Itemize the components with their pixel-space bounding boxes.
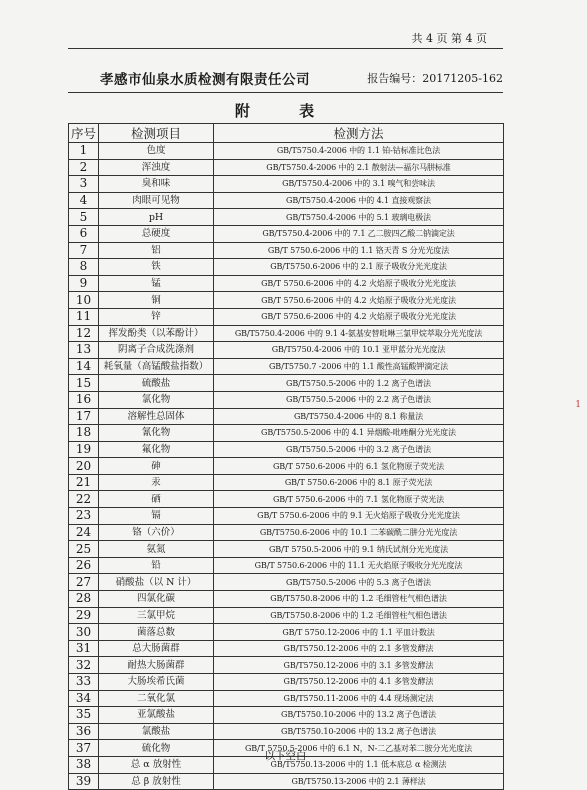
column-header-method: 检测方法 xyxy=(214,124,504,143)
test-method: GB/T5750.5-2006 中的 5.3 离子色谱法 xyxy=(214,574,504,591)
test-item: 二氧化氯 xyxy=(99,690,214,707)
row-number: 3 xyxy=(69,176,99,193)
test-method: GB/T5750.10-2006 中的 13.2 离子色谱法 xyxy=(214,707,504,724)
row-number: 23 xyxy=(69,508,99,525)
row-number: 34 xyxy=(69,690,99,707)
row-number: 4 xyxy=(69,192,99,209)
test-item: 锰 xyxy=(99,275,214,292)
test-method: GB/T5750.5-2006 中的 4.1 异烟酸-吡唑酮分光光度法 xyxy=(214,425,504,442)
test-item: 浑浊度 xyxy=(99,159,214,176)
table-row xyxy=(69,325,504,342)
table-row xyxy=(69,441,504,458)
row-number: 12 xyxy=(69,325,99,342)
table-row xyxy=(69,640,504,657)
test-item: 阴离子合成洗涤剂 xyxy=(99,342,214,359)
report-header xyxy=(68,68,503,88)
table-row xyxy=(69,474,504,491)
test-method: GB/T5750.5-2006 中的 3.2 离子色谱法 xyxy=(214,441,504,458)
end-note: 以下空白 xyxy=(264,750,307,762)
row-number: 9 xyxy=(69,275,99,292)
row-number: 8 xyxy=(69,259,99,276)
table-row xyxy=(69,491,504,508)
test-method: GB/T 5750.12-2006 中的 1.1 平皿计数法 xyxy=(214,624,504,641)
row-number: 17 xyxy=(69,408,99,425)
test-item: 铬（六价） xyxy=(99,524,214,541)
column-header-item: 检测项目 xyxy=(99,124,214,143)
table-row xyxy=(69,225,504,242)
test-item: 锌 xyxy=(99,308,214,325)
table-body xyxy=(69,143,504,790)
test-item: 汞 xyxy=(99,474,214,491)
test-method: GB/T 5750.6-2006 中的 4.2 火焰原子吸收分光光度法 xyxy=(214,308,504,325)
test-method: GB/T5750.5-2006 中的 2.2 离子色谱法 xyxy=(214,391,504,408)
table-row xyxy=(69,358,504,375)
test-item: 硫化物 xyxy=(99,740,214,757)
row-number: 13 xyxy=(69,342,99,359)
row-number: 30 xyxy=(69,624,99,641)
test-method: GB/T5750.4-2006 中的 4.1 直接观察法 xyxy=(214,192,504,209)
row-number: 35 xyxy=(69,707,99,724)
test-method: GB/T 5750.5-2006 中的 9.1 纳氏试剂分光光度法 xyxy=(214,541,504,558)
row-number: 29 xyxy=(69,607,99,624)
row-number: 19 xyxy=(69,441,99,458)
test-item: 总硬度 xyxy=(99,225,214,242)
table-row xyxy=(69,375,504,392)
test-method: GB/T 5750.6-2006 中的 4.2 火焰原子吸收分光光度法 xyxy=(214,292,504,309)
row-number: 21 xyxy=(69,474,99,491)
test-item: 铝 xyxy=(99,242,214,259)
row-number: 28 xyxy=(69,591,99,608)
test-item: 溶解性总固体 xyxy=(99,408,214,425)
table-row xyxy=(69,292,504,309)
table-row xyxy=(69,508,504,525)
test-item: 总 β 放射性 xyxy=(99,773,214,790)
test-item: 氰化物 xyxy=(99,425,214,442)
row-number: 22 xyxy=(69,491,99,508)
test-method: GB/T 5750.5-2006 中的 6.1 N，N-二乙基对苯二胺分光光度法 xyxy=(214,740,504,757)
table-header-row xyxy=(69,124,504,143)
table-row xyxy=(69,391,504,408)
table-row xyxy=(69,425,504,442)
test-item: 氯酸盐 xyxy=(99,723,214,740)
page-number: 共 4 页 第 4 页 xyxy=(411,32,487,45)
table-row xyxy=(69,458,504,475)
table-row xyxy=(69,557,504,574)
appendix-title: 附 表 xyxy=(234,102,337,120)
test-item: 耐热大肠菌群 xyxy=(99,657,214,674)
table-row xyxy=(69,192,504,209)
row-number: 16 xyxy=(69,391,99,408)
test-item: 铅 xyxy=(99,557,214,574)
row-number: 25 xyxy=(69,541,99,558)
table-row xyxy=(69,690,504,707)
table-row xyxy=(69,275,504,292)
test-method: GB/T5750.4-2006 中的 7.1 乙二胺四乙酸二钠滴定法 xyxy=(214,225,504,242)
row-number: 36 xyxy=(69,723,99,740)
table-row xyxy=(69,591,504,608)
row-number: 27 xyxy=(69,574,99,591)
table-row xyxy=(69,657,504,674)
table-row xyxy=(69,773,504,790)
row-number: 5 xyxy=(69,209,99,226)
test-item: 镉 xyxy=(99,508,214,525)
row-number: 15 xyxy=(69,375,99,392)
test-method: GB/T5750.4-2006 中的 2.1 散射法—福尔马肼标准 xyxy=(214,159,504,176)
test-method: GB/T5750.4-2006 中的 5.1 玻璃电极法 xyxy=(214,209,504,226)
test-method: GB/T5750.4-2006 中的 8.1 称量法 xyxy=(214,408,504,425)
test-method: GB/T5750.12-2006 中的 3.1 多管发酵法 xyxy=(214,657,504,674)
test-method: GB/T5750.5-2006 中的 1.2 离子色谱法 xyxy=(214,375,504,392)
row-number: 2 xyxy=(69,159,99,176)
column-header-no: 序号 xyxy=(69,124,99,143)
test-method: GB/T 5750.6-2006 中的 7.1 氢化物原子荧光法 xyxy=(214,491,504,508)
test-item: 菌落总数 xyxy=(99,624,214,641)
test-item: 挥发酚类（以苯酚计） xyxy=(99,325,214,342)
top-rule xyxy=(68,48,503,49)
table-row xyxy=(69,674,504,691)
table-row xyxy=(69,176,504,193)
table-row xyxy=(69,723,504,740)
test-method: GB/T5750.13-2006 中的 1.1 低本底总 α 检测法 xyxy=(214,756,504,773)
row-number: 1 xyxy=(69,143,99,160)
method-table xyxy=(68,123,504,790)
test-item: 耗氧量（高锰酸盐指数） xyxy=(99,358,214,375)
test-method: GB/T5750.8-2006 中的 1.2 毛细管柱气相色谱法 xyxy=(214,607,504,624)
test-method: GB/T 5750.6-2006 中的 9.1 无火焰原子吸收分光光度法 xyxy=(214,508,504,525)
table-row xyxy=(69,342,504,359)
test-item: 总大肠菌群 xyxy=(99,640,214,657)
table-row xyxy=(69,524,504,541)
test-item: 硒 xyxy=(99,491,214,508)
row-number: 24 xyxy=(69,524,99,541)
row-number: 26 xyxy=(69,557,99,574)
row-number: 39 xyxy=(69,773,99,790)
row-number: 31 xyxy=(69,640,99,657)
table-row xyxy=(69,159,504,176)
test-item: 砷 xyxy=(99,458,214,475)
row-number: 37 xyxy=(69,740,99,757)
test-item: 亚氯酸盐 xyxy=(99,707,214,724)
test-method: GB/T5750.4-2006 中的 10.1 亚甲蓝分光光度法 xyxy=(214,342,504,359)
row-number: 38 xyxy=(69,756,99,773)
test-method: GB/T5750.13-2006 中的 2.1 薄样法 xyxy=(214,773,504,790)
test-method: GB/T5750.8-2006 中的 1.2 毛细管柱气相色谱法 xyxy=(214,591,504,608)
report-number: 报告编号：20171205-162 xyxy=(367,72,503,85)
table-row xyxy=(69,209,504,226)
test-item: 氯化物 xyxy=(99,391,214,408)
test-method: GB/T 5750.6-2006 中的 6.1 氢化物原子荧光法 xyxy=(214,458,504,475)
test-item: 大肠埃希氏菌 xyxy=(99,674,214,691)
test-method: GB/T5750.4-2006 中的 9.1 4-氨基安替吡啉三氯甲烷萃取分光光度法 xyxy=(214,325,504,342)
test-method: GB/T 5750.6-2006 中的 11.1 无火焰原子吸收分光光度法 xyxy=(214,557,504,574)
test-method: GB/T5750.6-2006 中的 10.1 二苯碳酰二肼分光光度法 xyxy=(214,524,504,541)
table-row xyxy=(69,574,504,591)
test-method: GB/T 5750.6-2006 中的 1.1 铬天青 S 分光光度法 xyxy=(214,242,504,259)
test-method: GB/T5750.6-2006 中的 2.1 原子吸收分光光度法 xyxy=(214,259,504,276)
table-row xyxy=(69,143,504,160)
test-item: 硫酸盐 xyxy=(99,375,214,392)
test-item: 铜 xyxy=(99,292,214,309)
row-number: 20 xyxy=(69,458,99,475)
test-method: GB/T5750.4-2006 中的 1.1 铂-钴标准比色法 xyxy=(214,143,504,160)
row-number: 18 xyxy=(69,425,99,442)
table-row xyxy=(69,408,504,425)
test-item: 总 α 放射性 xyxy=(99,756,214,773)
header-rule xyxy=(68,92,503,93)
test-method: GB/T5750.12-2006 中的 4.1 多管发酵法 xyxy=(214,674,504,691)
test-item: 氨氮 xyxy=(99,541,214,558)
row-number: 11 xyxy=(69,308,99,325)
margin-mark: 1 xyxy=(575,400,581,410)
test-method: GB/T5750.7 -2006 中的 1.1 酸性高锰酸钾滴定法 xyxy=(214,358,504,375)
row-number: 14 xyxy=(69,358,99,375)
row-number: 10 xyxy=(69,292,99,309)
test-item: 四氯化碳 xyxy=(99,591,214,608)
test-item: 三氯甲烷 xyxy=(99,607,214,624)
row-number: 7 xyxy=(69,242,99,259)
test-item: pH xyxy=(99,209,214,226)
table-row xyxy=(69,624,504,641)
test-method: GB/T5750.10-2006 中的 13.2 离子色谱法 xyxy=(214,723,504,740)
test-item: 铁 xyxy=(99,259,214,276)
table-row xyxy=(69,607,504,624)
test-item: 肉眼可见物 xyxy=(99,192,214,209)
table-row xyxy=(69,707,504,724)
table-row xyxy=(69,308,504,325)
test-method: GB/T 5750.6-2006 中的 4.2 火焰原子吸收分光光度法 xyxy=(214,275,504,292)
row-number: 6 xyxy=(69,225,99,242)
test-item: 色度 xyxy=(99,143,214,160)
test-item: 氟化物 xyxy=(99,441,214,458)
table-row xyxy=(69,259,504,276)
test-item: 硝酸盐（以 N 计） xyxy=(99,574,214,591)
company-name: 孝感市仙泉水质检测有限责任公司 xyxy=(100,72,310,88)
test-method: GB/T5750.11-2006 中的 4.4 现场测定法 xyxy=(214,690,504,707)
row-number: 32 xyxy=(69,657,99,674)
test-method: GB/T 5750.6-2006 中的 8.1 原子荧光法 xyxy=(214,474,504,491)
test-method: GB/T5750.4-2006 中的 3.1 嗅气和尝味法 xyxy=(214,176,504,193)
table-row xyxy=(69,541,504,558)
table-row xyxy=(69,242,504,259)
test-item: 臭和味 xyxy=(99,176,214,193)
row-number: 33 xyxy=(69,674,99,691)
test-method: GB/T5750.12-2006 中的 2.1 多管发酵法 xyxy=(214,640,504,657)
